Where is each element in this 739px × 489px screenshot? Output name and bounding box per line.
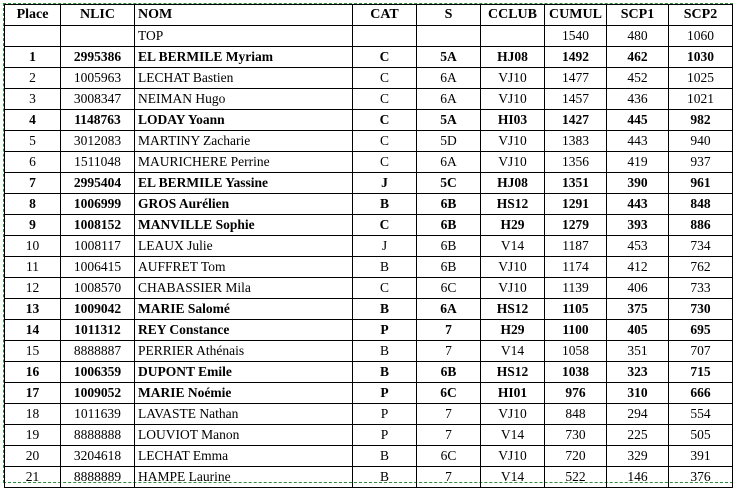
cell-place: 5 <box>5 131 61 152</box>
cell-scp2: 734 <box>669 236 733 257</box>
cell-cclub: H29 <box>481 215 545 236</box>
cell-cat <box>353 26 417 47</box>
cell-scp2: 730 <box>669 299 733 320</box>
cell-cat: J <box>353 236 417 257</box>
cell-scp1: 436 <box>607 89 669 110</box>
table-row <box>5 173 733 194</box>
cell-nom: EL BERMILE Yassine <box>135 173 353 194</box>
cell-scp2: 554 <box>669 404 733 425</box>
cell-nlic: 2995386 <box>61 47 135 68</box>
cell-scp1: 405 <box>607 320 669 341</box>
cell-cclub: HJ08 <box>481 47 545 68</box>
table-row <box>5 236 733 257</box>
cell-place: 14 <box>5 320 61 341</box>
table-row <box>5 299 733 320</box>
cell-cclub: HS12 <box>481 299 545 320</box>
cell-scp1: 445 <box>607 110 669 131</box>
cell-cclub: H29 <box>481 320 545 341</box>
cell-cat: P <box>353 383 417 404</box>
cell-cclub: VJ10 <box>481 68 545 89</box>
table-row <box>5 278 733 299</box>
cell-cclub: HI01 <box>481 383 545 404</box>
cell-place: 13 <box>5 299 61 320</box>
cell-place: 18 <box>5 404 61 425</box>
cell-nlic: 3012083 <box>61 131 135 152</box>
cell-cclub: V14 <box>481 341 545 362</box>
cell-s: 6C <box>417 383 481 404</box>
header-cat: CAT <box>353 5 417 26</box>
cell-s: 5A <box>417 47 481 68</box>
table-row <box>5 341 733 362</box>
table-row <box>5 362 733 383</box>
cell-cumul: 1457 <box>545 89 607 110</box>
table-row <box>5 383 733 404</box>
cell-cclub: VJ10 <box>481 278 545 299</box>
cell-cclub: HS12 <box>481 362 545 383</box>
cell-s: 6C <box>417 446 481 467</box>
cell-scp2: 886 <box>669 215 733 236</box>
cell-scp1: 323 <box>607 362 669 383</box>
header-place: Place <box>5 5 61 26</box>
cell-cumul: 720 <box>545 446 607 467</box>
cell-cat: B <box>353 467 417 488</box>
cell-cumul: 1356 <box>545 152 607 173</box>
cell-place: 2 <box>5 68 61 89</box>
cell-nlic: 2995404 <box>61 173 135 194</box>
cell-scp1: 419 <box>607 152 669 173</box>
cell-nlic: 1148763 <box>61 110 135 131</box>
cell-nlic: 1008117 <box>61 236 135 257</box>
cell-cat: P <box>353 404 417 425</box>
cell-s: 6B <box>417 362 481 383</box>
cell-s: 6C <box>417 278 481 299</box>
cell-nlic: 1009042 <box>61 299 135 320</box>
cell-cumul: 1187 <box>545 236 607 257</box>
header-scp2: SCP2 <box>669 5 733 26</box>
cell-s: 5D <box>417 131 481 152</box>
cell-cat: B <box>353 341 417 362</box>
cell-scp2: 715 <box>669 362 733 383</box>
cell-cumul: 1477 <box>545 68 607 89</box>
cell-cumul: 1174 <box>545 257 607 278</box>
cell-cat: C <box>353 110 417 131</box>
cell-cat: C <box>353 215 417 236</box>
cell-cclub: VJ10 <box>481 404 545 425</box>
cell-s: 6B <box>417 194 481 215</box>
cell-scp2: 505 <box>669 425 733 446</box>
cell-scp1: 225 <box>607 425 669 446</box>
cell-s: 6A <box>417 299 481 320</box>
cell-scp2: 1025 <box>669 68 733 89</box>
cell-s: 7 <box>417 341 481 362</box>
cell-scp1: 351 <box>607 341 669 362</box>
cell-scp1: 146 <box>607 467 669 488</box>
cell-s: 6A <box>417 89 481 110</box>
top-reference-row <box>5 26 733 47</box>
cell-nom: PERRIER Athénais <box>135 341 353 362</box>
cell-place: 12 <box>5 278 61 299</box>
ranking-table <box>4 4 733 488</box>
cell-nlic: 1009052 <box>61 383 135 404</box>
cell-s: 6B <box>417 236 481 257</box>
cell-s: 6B <box>417 257 481 278</box>
cell-cat: C <box>353 47 417 68</box>
table-row <box>5 425 733 446</box>
cell-nlic: 1006359 <box>61 362 135 383</box>
cell-place: 3 <box>5 89 61 110</box>
cell-nom: LECHAT Bastien <box>135 68 353 89</box>
cell-nom: CHABASSIER Mila <box>135 278 353 299</box>
cell-cumul: 1291 <box>545 194 607 215</box>
cell-nom: MARTINY Zacharie <box>135 131 353 152</box>
cell-cumul: 976 <box>545 383 607 404</box>
cell-scp1: 452 <box>607 68 669 89</box>
cell-cat: J <box>353 173 417 194</box>
cell-cumul: 1383 <box>545 131 607 152</box>
table-row <box>5 89 733 110</box>
cell-scp1: 453 <box>607 236 669 257</box>
cell-scp2: 391 <box>669 446 733 467</box>
cell-nom: LEAUX Julie <box>135 236 353 257</box>
cell-scp2: 937 <box>669 152 733 173</box>
cell-cat: C <box>353 278 417 299</box>
cell-place: 15 <box>5 341 61 362</box>
cell-nlic: 1011312 <box>61 320 135 341</box>
cell-scp1: 294 <box>607 404 669 425</box>
cell-cat: B <box>353 446 417 467</box>
cell-cat: C <box>353 131 417 152</box>
cell-cat: C <box>353 89 417 110</box>
cell-cclub: VJ10 <box>481 446 545 467</box>
header-row <box>5 5 733 26</box>
header-nom: NOM <box>135 5 353 26</box>
cell-scp2: 1060 <box>669 26 733 47</box>
cell-scp1: 375 <box>607 299 669 320</box>
cell-cclub: VJ10 <box>481 131 545 152</box>
cell-cclub: VJ10 <box>481 152 545 173</box>
cell-nlic: 8888887 <box>61 341 135 362</box>
cell-nlic: 1008570 <box>61 278 135 299</box>
cell-scp2: 707 <box>669 341 733 362</box>
cell-scp2: 1030 <box>669 47 733 68</box>
cell-scp1: 390 <box>607 173 669 194</box>
header-cumul: CUMUL <box>545 5 607 26</box>
cell-scp1: 329 <box>607 446 669 467</box>
cell-scp2: 848 <box>669 194 733 215</box>
cell-cumul: 1100 <box>545 320 607 341</box>
cell-cat: B <box>353 299 417 320</box>
cell-nom: MANVILLE Sophie <box>135 215 353 236</box>
header-scp1: SCP1 <box>607 5 669 26</box>
header-s: S <box>417 5 481 26</box>
cell-cumul: 1139 <box>545 278 607 299</box>
cell-cclub: VJ10 <box>481 257 545 278</box>
cell-scp2: 695 <box>669 320 733 341</box>
cell-s: 5A <box>417 110 481 131</box>
cell-cat: C <box>353 152 417 173</box>
cell-place: 10 <box>5 236 61 257</box>
cell-cat: B <box>353 362 417 383</box>
cell-place: 16 <box>5 362 61 383</box>
cell-cumul: 1038 <box>545 362 607 383</box>
table-row <box>5 47 733 68</box>
cell-nom: GROS Aurélien <box>135 194 353 215</box>
cell-cat: C <box>353 68 417 89</box>
cell-scp2: 762 <box>669 257 733 278</box>
cell-cclub: V14 <box>481 467 545 488</box>
cell-scp1: 393 <box>607 215 669 236</box>
cell-cumul: 1540 <box>545 26 607 47</box>
cell-cumul: 730 <box>545 425 607 446</box>
cell-nom: AUFFRET Tom <box>135 257 353 278</box>
cell-nlic: 1511048 <box>61 152 135 173</box>
cell-nlic: 1011639 <box>61 404 135 425</box>
cell-s: 6A <box>417 68 481 89</box>
cell-nlic: 1005963 <box>61 68 135 89</box>
cell-nlic <box>61 26 135 47</box>
cell-scp1: 462 <box>607 47 669 68</box>
table-row <box>5 131 733 152</box>
cell-cumul: 1105 <box>545 299 607 320</box>
table-row <box>5 68 733 89</box>
cell-s: 7 <box>417 467 481 488</box>
cell-place: 1 <box>5 47 61 68</box>
cell-s: 6A <box>417 152 481 173</box>
cell-cumul: 848 <box>545 404 607 425</box>
cell-nom: EL BERMILE Myriam <box>135 47 353 68</box>
cell-s: 7 <box>417 425 481 446</box>
cell-cumul: 1492 <box>545 47 607 68</box>
cell-nom: DUPONT Emile <box>135 362 353 383</box>
cell-place: 20 <box>5 446 61 467</box>
cell-place: 9 <box>5 215 61 236</box>
cell-scp1: 406 <box>607 278 669 299</box>
table-row <box>5 404 733 425</box>
table-row <box>5 215 733 236</box>
cell-place: 6 <box>5 152 61 173</box>
cell-place: 21 <box>5 467 61 488</box>
cell-nlic: 1008152 <box>61 215 135 236</box>
cell-cat: B <box>353 194 417 215</box>
cell-place: 7 <box>5 173 61 194</box>
cell-cat: B <box>353 257 417 278</box>
cell-nlic: 8888888 <box>61 425 135 446</box>
cell-cumul: 1279 <box>545 215 607 236</box>
cell-s: 7 <box>417 320 481 341</box>
cell-nlic: 8888889 <box>61 467 135 488</box>
header-nlic: NLIC <box>61 5 135 26</box>
cell-nom: LAVASTE Nathan <box>135 404 353 425</box>
cell-scp1: 443 <box>607 194 669 215</box>
cell-nom: LOUVIOT Manon <box>135 425 353 446</box>
cell-scp2: 666 <box>669 383 733 404</box>
cell-nom: LODAY Yoann <box>135 110 353 131</box>
cell-scp2: 961 <box>669 173 733 194</box>
cell-place: 11 <box>5 257 61 278</box>
cell-scp2: 733 <box>669 278 733 299</box>
cell-place: 19 <box>5 425 61 446</box>
cell-cumul: 522 <box>545 467 607 488</box>
cell-nom: MARIE Noémie <box>135 383 353 404</box>
cell-scp1: 443 <box>607 131 669 152</box>
table-row <box>5 467 733 488</box>
cell-scp2: 376 <box>669 467 733 488</box>
cell-cumul: 1427 <box>545 110 607 131</box>
cell-s: 5C <box>417 173 481 194</box>
cell-nom: MAURICHERE Perrine <box>135 152 353 173</box>
cell-place: 17 <box>5 383 61 404</box>
table-row <box>5 152 733 173</box>
cell-nlic: 3008347 <box>61 89 135 110</box>
cell-cclub: VJ10 <box>481 89 545 110</box>
table-row <box>5 194 733 215</box>
cell-place: 8 <box>5 194 61 215</box>
cell-nlic: 3204618 <box>61 446 135 467</box>
table-row <box>5 110 733 131</box>
cell-scp1: 480 <box>607 26 669 47</box>
cell-s: 6B <box>417 215 481 236</box>
cell-cumul: 1058 <box>545 341 607 362</box>
table-row <box>5 446 733 467</box>
cell-cclub: HS12 <box>481 194 545 215</box>
cell-scp2: 982 <box>669 110 733 131</box>
cell-cumul: 1351 <box>545 173 607 194</box>
table-row <box>5 320 733 341</box>
cell-cclub: HJ08 <box>481 173 545 194</box>
cell-cclub: V14 <box>481 425 545 446</box>
cell-nlic: 1006415 <box>61 257 135 278</box>
cell-place <box>5 26 61 47</box>
header-cclub: CCLUB <box>481 5 545 26</box>
cell-nom: REY Constance <box>135 320 353 341</box>
cell-cat: P <box>353 425 417 446</box>
cell-place: 4 <box>5 110 61 131</box>
cell-cat: P <box>353 320 417 341</box>
cell-nlic: 1006999 <box>61 194 135 215</box>
cell-cclub <box>481 26 545 47</box>
cell-nom: HAMPE Laurine <box>135 467 353 488</box>
cell-scp1: 310 <box>607 383 669 404</box>
cell-scp2: 940 <box>669 131 733 152</box>
cell-nom: LECHAT Emma <box>135 446 353 467</box>
cell-cclub: V14 <box>481 236 545 257</box>
cell-nom: MARIE Salomé <box>135 299 353 320</box>
cell-nom: NEIMAN Hugo <box>135 89 353 110</box>
cell-scp2: 1021 <box>669 89 733 110</box>
table-row <box>5 257 733 278</box>
cell-nom: TOP <box>135 26 353 47</box>
cell-scp1: 412 <box>607 257 669 278</box>
cell-cclub: HI03 <box>481 110 545 131</box>
cell-s <box>417 26 481 47</box>
cell-s: 7 <box>417 404 481 425</box>
